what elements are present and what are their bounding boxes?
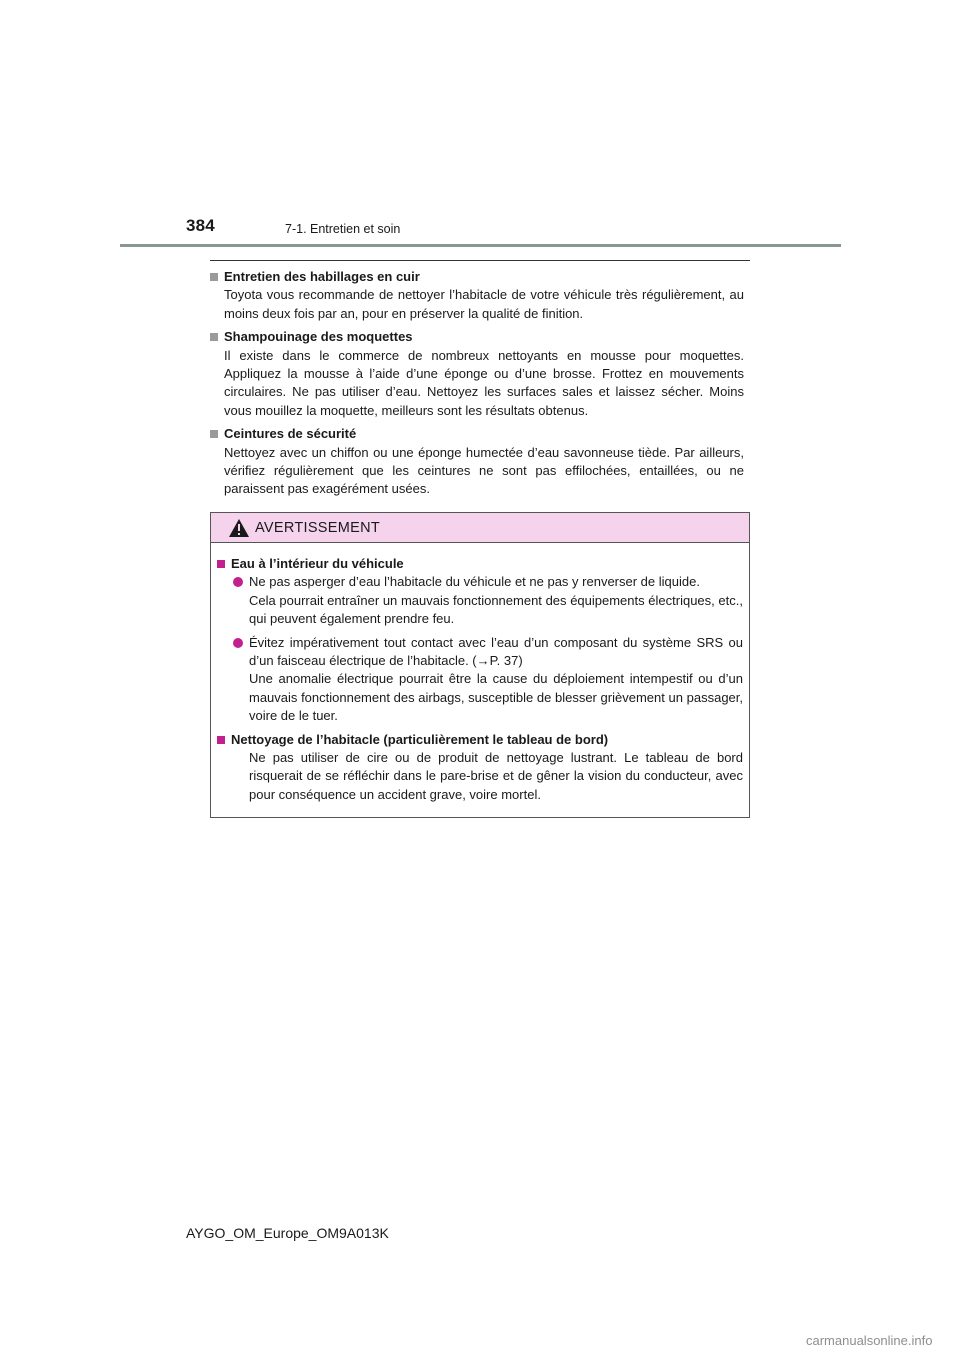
warning-section-body: Ne pas utiliser de cire ou de produit de nettoyage lustrant. Le tableau de bord risquerait de se réfléchir dans le pare-brise et de gêner la vision du conducteur, avec pour conséquence un accident grave, voire mortel. [249, 750, 743, 802]
page-number: 384 [186, 216, 215, 235]
section-title: Entretien des habillages en cuir [224, 269, 420, 284]
warning-box [210, 512, 750, 818]
bullet-line: Évitez impérativement tout contact avec l’eau d’un composant du système SRS ou d’un faisceau électrique de l’habitacle. (→P. 37) [249, 634, 743, 669]
section-title: Ceintures de sécurité [224, 426, 357, 442]
section-body: Il existe dans le commerce de nombreux nettoyants en mousse pour moquettes. Appliquez la mousse à l’aide d’une éponge ou d’une brosse. Frottez en mouvements circulaires. Ne pas utiliser d’eau. Nettoyez les surfaces sales et laissez sécher. Moins vous mouillez la moquette, meilleurs sont les résultats obtenus. [224, 347, 744, 418]
warning-content [211, 543, 749, 804]
square-bullet-icon [210, 333, 218, 341]
bullet-line: Cela pourrait entraîner un mauvais fonctionnement des équipements électriques, etc., qui peuvent également prendre feu. [249, 592, 743, 627]
square-bullet-icon [217, 736, 225, 744]
warning-section-title: Nettoyage de l’habitacle (particulièrement le tableau de bord) [231, 731, 609, 747]
section-title: Shampouinage des moquettes [224, 329, 413, 345]
watermark-text: carmanualsonline.info [806, 1333, 933, 1348]
warning-section-water [217, 555, 743, 726]
content-rule [210, 260, 750, 261]
section-seat-belts [210, 425, 744, 499]
section-body: Toyota vous recommande de nettoyer l’habitacle de votre véhicule très régulièrement, au moins deux fois par an, pour en préserver la qualité de finition. [224, 287, 744, 321]
warning-title: AVERTISSEMENT [255, 520, 381, 536]
footer-code: AYGO_OM_Europe_OM9A013K [186, 1225, 389, 1241]
warning-triangle-icon [228, 518, 250, 538]
section-body: Nettoyez avec un chiffon ou une éponge humectée d’eau savonneuse tiède. Par ailleurs, vérifiez régulièrement que les ceintures ne sont pas effilochées, entaillées, ou ne paraissent pas exagérément usées. [224, 444, 744, 497]
warning-bullet [217, 573, 743, 628]
square-bullet-icon [217, 560, 225, 568]
square-bullet-icon [210, 273, 218, 281]
square-bullet-icon [210, 430, 218, 438]
header-rule [120, 244, 841, 247]
round-bullet-icon [233, 577, 243, 587]
main-content [210, 268, 744, 504]
bullet-line: Ne pas asperger d’eau l’habitacle du véhicule et ne pas y renverser de liquide. [249, 574, 700, 590]
bullet-line: Une anomalie électrique pourrait être la cause du déploiement intempestif ou d’un mauvais fonctionnement des airbags, susceptible de blesser grièvement un passager, voire de le tuer. [249, 671, 743, 724]
section-label: 7-1. Entretien et soin [285, 222, 401, 236]
round-bullet-icon [233, 638, 243, 648]
warning-section-title: Eau à l’intérieur du véhicule [231, 556, 404, 571]
warning-bullet [217, 634, 743, 726]
warning-section-dashboard [217, 731, 743, 805]
warning-header [211, 513, 749, 543]
section-carpet-shampoo [210, 328, 744, 420]
section-leather-care [210, 268, 744, 323]
